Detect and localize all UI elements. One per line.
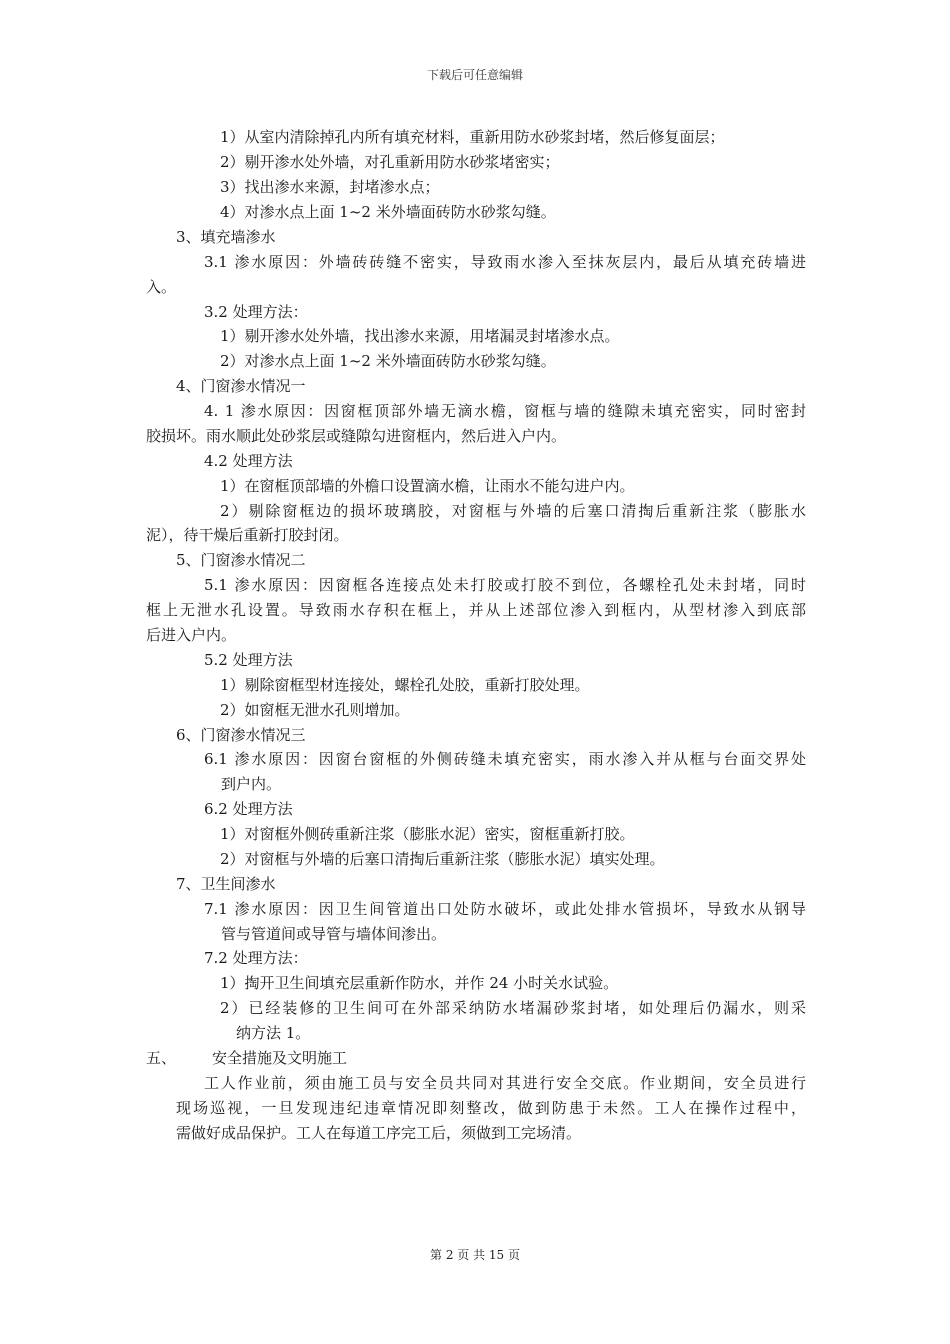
text-line: 后进入户内。 <box>146 626 237 644</box>
page-header: 下载后可任意编辑 <box>426 68 523 82</box>
text-line: 5.1 渗水原因：因窗框各连接点处未打胶或打胶不到位，各螺栓孔处未封堵，同时 <box>204 576 806 594</box>
text-line: 1）对窗框外侧砖重新注浆（膨胀水泥）密实，窗框重新打胶。 <box>220 825 635 843</box>
text-line: 6.1 渗水原因：因窗台窗框的外侧砖缝未填充密实，雨水渗入并从框与台面交界处 <box>204 750 806 768</box>
text-line: 泥），待干燥后重新打胶封闭。 <box>146 526 349 544</box>
chapter-number: 五、 <box>146 1049 177 1067</box>
text-line: 框上无泄水孔设置。导致雨水存积在框上，并从上述部位渗入到框内，从型材渗入到底部 <box>146 601 806 619</box>
text-line: 3.1 渗水原因：外墙砖砖缝不密实，导致雨水渗入至抹灰层内，最后从填充砖墙进 <box>204 253 806 271</box>
section-heading: 5、门窗渗水情况二 <box>176 551 306 569</box>
text-line: 1）从室内清除掉孔内所有填充材料，重新用防水砂浆封堵，然后修复面层； <box>220 128 725 146</box>
subsection-heading: 5.2 处理方法 <box>204 651 293 669</box>
text-line: 4）对渗水点上面 1~2 米外墙面砖防水砂浆勾缝。 <box>220 203 556 221</box>
section-heading: 3、填充墙渗水 <box>176 228 276 246</box>
text-line: 到户内。 <box>221 775 282 793</box>
subsection-heading: 7.2 处理方法： <box>204 949 308 967</box>
text-line: 纳方法 1。 <box>236 1024 311 1042</box>
text-line: 7.1 渗水原因：因卫生间管道出口处防水破坏，或此处排水管损坏，导致水从钢导 <box>204 900 806 918</box>
text-line: 3）找出渗水来源，封堵渗水点； <box>220 178 440 196</box>
text-line: 管与管道间或导管与墙体间渗出。 <box>221 925 447 943</box>
text-line: 现场巡视，一旦发现违纪违章情况即刻整改，做到防患于未然。工人在操作过程中， <box>176 1099 806 1117</box>
subsection-heading: 4.2 处理方法 <box>204 452 293 470</box>
text-line: 2）对渗水点上面 1~2 米外墙面砖防水砂浆勾缝。 <box>220 352 556 370</box>
text-line: 工人作业前，须由施工员与安全员共同对其进行安全交底。作业期间，安全员进行 <box>204 1074 806 1092</box>
section-heading: 7、卫生间渗水 <box>176 875 276 893</box>
text-line: 2）剔开渗水处外墙，对孔重新用防水砂浆堵密实； <box>220 153 560 171</box>
text-line: 1）掏开卫生间填充层重新作防水，并作 24 小时关水试验。 <box>220 974 619 992</box>
text-line: 2）对窗框与外墙的后塞口清掏后重新注浆（膨胀水泥）填实处理。 <box>220 850 665 868</box>
text-line: 1）在窗框顶部墙的外檐口设置滴水檐，让雨水不能勾进户内。 <box>220 477 635 495</box>
subsection-heading: 3.2 处理方法： <box>204 303 308 321</box>
section-heading: 6、门窗渗水情况三 <box>176 726 306 744</box>
text-line: 2）剔除窗框边的损坏玻璃胶，对窗框与外墙的后塞口清掏后重新注浆（膨胀水 <box>220 502 806 520</box>
text-line: 1）剔开渗水处外墙，找出渗水来源，用堵漏灵封堵渗水点。 <box>220 327 620 345</box>
text-line: 需做好成品保护。工人在每道工序完工后，须做到工完场清。 <box>176 1124 582 1142</box>
subsection-heading: 6.2 处理方法 <box>204 800 293 818</box>
section-heading: 4、门窗渗水情况一 <box>176 377 306 395</box>
text-line: 4. 1 渗水原因：因窗框顶部外墙无滴水檐，窗框与墙的缝隙未填充密实，同时密封 <box>204 402 806 420</box>
text-line: 胶损坏。雨水顺此处砂浆层或缝隙勾进窗框内，然后进入户内。 <box>146 427 567 445</box>
page-footer: 第 2 页 共 15 页 <box>430 1248 520 1262</box>
chapter-title: 安全措施及文明施工 <box>212 1049 348 1067</box>
text-line: 1）剔除窗框型材连接处，螺栓孔处胶，重新打胶处理。 <box>220 676 590 694</box>
text-line: 2）已经装修的卫生间可在外部采纳防水堵漏砂浆封堵，如处理后仍漏水，则采 <box>220 999 806 1017</box>
text-line: 2）如窗框无泄水孔则增加。 <box>220 701 410 719</box>
text-line: 入。 <box>146 278 177 296</box>
